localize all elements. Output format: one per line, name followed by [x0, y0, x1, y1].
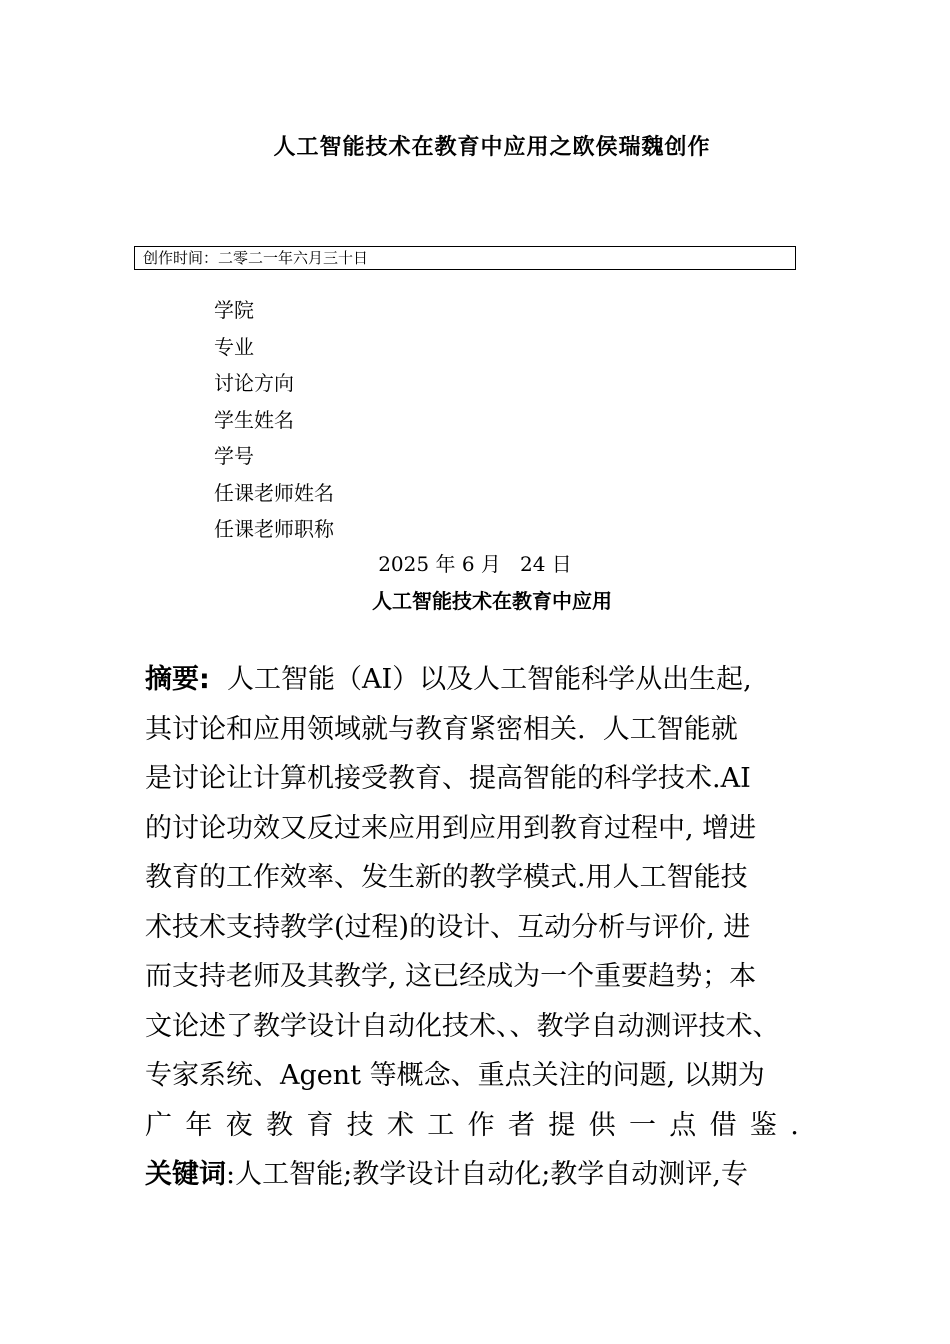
- info-field-major: 专业: [214, 334, 254, 359]
- document-subtitle: 人工智能技术在教育中应用: [372, 589, 612, 613]
- abstract-line: 其讨论和应用领域就与教育紧密相关. 人工智能就: [145, 713, 738, 745]
- abstract-char: 一: [628, 1109, 656, 1141]
- abstract-char: 教: [265, 1109, 293, 1141]
- abstract-line: [145, 655, 845, 705]
- abstract-char: 者: [507, 1109, 535, 1141]
- info-field-college: 学院: [214, 298, 254, 322]
- keywords-label: 关键词: [145, 1159, 226, 1190]
- abstract-char: 作: [467, 1109, 495, 1141]
- info-field-student-name: 学生姓名: [214, 407, 294, 432]
- abstract-char: 供: [588, 1109, 616, 1141]
- abstract-char: 点: [669, 1109, 697, 1141]
- abstract-char: 提: [548, 1109, 576, 1141]
- abstract-char: 技: [346, 1109, 374, 1141]
- abstract-section: [145, 655, 845, 1200]
- abstract-char: 鉴: [749, 1109, 777, 1141]
- abstract-char: 借: [709, 1109, 737, 1141]
- abstract-char: 广: [145, 1109, 172, 1141]
- abstract-char: .: [790, 1109, 799, 1141]
- info-field-teacher-name: 任课老师姓名: [214, 480, 334, 505]
- abstract-line: 专家系统、Agent 等概念、重点关注的问题, 以期为: [145, 1060, 765, 1091]
- abstract-line: 术技术支持教学(过程)的设计、互动分析与评价, 进: [145, 911, 751, 943]
- document-title: 人工智能技术在教育中应用之欧侯瑞魏创作: [273, 135, 711, 160]
- abstract-line: 是讨论让计算机接受教育、提高智能的科学技术.AI: [145, 763, 751, 794]
- abstract-line: 而支持老师及其教学, 这已经成为一个重要趋势；本: [145, 961, 757, 992]
- abstract-char: 年: [185, 1109, 213, 1141]
- abstract-justified-line: [145, 1101, 799, 1151]
- abstract-text: 人工智能（AI）以及人工智能科学从出生起,: [209, 664, 752, 695]
- abstract-line: 文论述了教学设计自动化技术、、教学自动测评技术、: [145, 1010, 780, 1042]
- abstract-label: 摘要:: [145, 664, 210, 695]
- creation-time-box: 创作时间：二零二一年六月三十日: [134, 246, 796, 270]
- info-field-student-id: 学号: [214, 444, 254, 468]
- keywords-line: [145, 1150, 845, 1200]
- abstract-line: 的讨论功效又反过来应用到应用到教育过程中, 增进: [145, 812, 757, 844]
- keywords-text: :人工智能;教学设计自动化;教学自动测评,专: [226, 1159, 748, 1190]
- info-field-teacher-title: 任课老师职称: [214, 517, 334, 541]
- info-field-list: [214, 292, 334, 548]
- info-field-research-direction: 讨论方向: [214, 371, 294, 395]
- document-date: 2025 年 6 月 24 日: [378, 552, 572, 576]
- abstract-line: 教育的工作效率、发生新的教学模式.用人工智能技: [145, 862, 748, 893]
- abstract-char: 术: [386, 1109, 414, 1141]
- abstract-char: 夜: [225, 1109, 253, 1141]
- abstract-char: 工: [427, 1109, 455, 1141]
- abstract-char: 育: [306, 1109, 334, 1141]
